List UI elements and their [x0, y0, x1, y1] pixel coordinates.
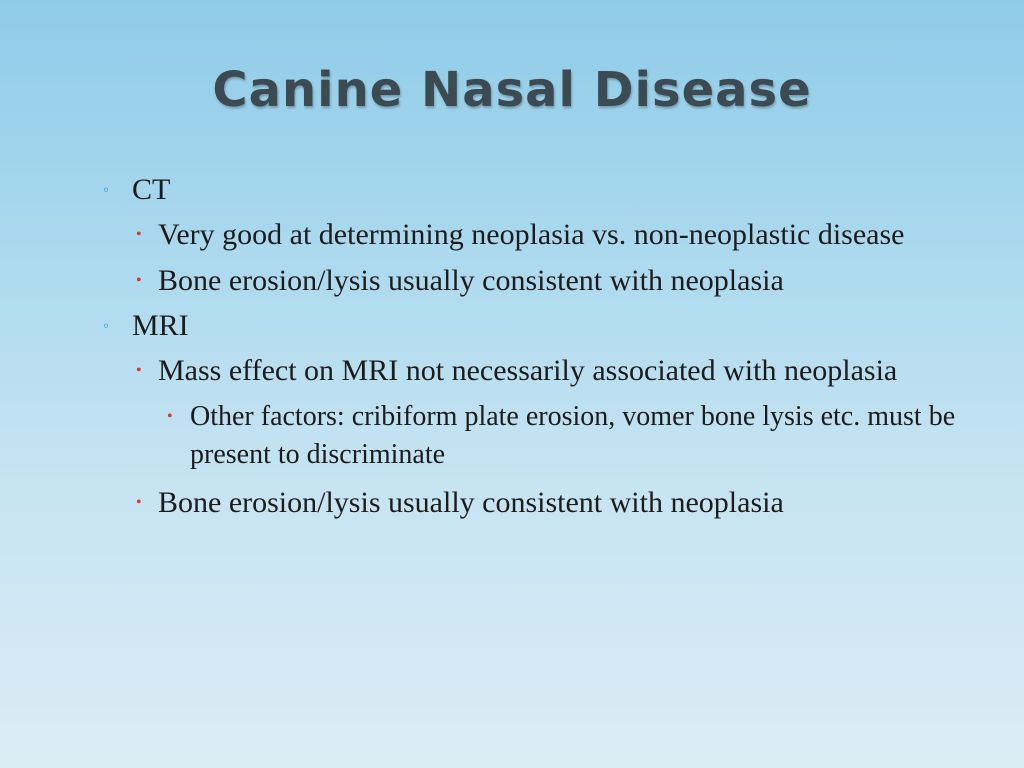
bullet-item — [100, 216, 980, 254]
bullet-text: Bone erosion/lysis usually consistent with neoplasia — [158, 264, 784, 297]
bullet-list — [100, 172, 980, 530]
slide-title: Canine Nasal Disease — [212, 62, 812, 118]
dot-bullet-icon: • — [136, 226, 142, 243]
bullet-item — [100, 262, 980, 300]
bullet-text: Other factors: cribiform plate erosion, vomer bone lysis etc. must be present to discriminate — [190, 401, 956, 470]
bullet-item — [100, 172, 980, 208]
dot-bullet-icon: • — [136, 272, 142, 289]
bullet-text: MRI — [132, 309, 189, 342]
bullet-item — [100, 398, 980, 474]
dot-bullet-icon: • — [167, 408, 173, 425]
bullet-item — [100, 484, 980, 522]
dot-bullet-icon: • — [136, 494, 142, 511]
bullet-text: CT — [132, 173, 171, 206]
bullet-text: Very good at determining neoplasia vs. non-neoplastic disease — [158, 218, 905, 251]
bullet-text: Bone erosion/lysis usually consistent with neoplasia — [158, 486, 784, 519]
circle-bullet-icon: ◦ — [103, 180, 110, 199]
circle-bullet-icon: ◦ — [103, 316, 110, 335]
bullet-item — [100, 352, 980, 390]
dot-bullet-icon: • — [136, 362, 142, 379]
bullet-text: Mass effect on MRI not necessarily associated with neoplasia — [158, 354, 898, 387]
bullet-item — [100, 308, 980, 344]
